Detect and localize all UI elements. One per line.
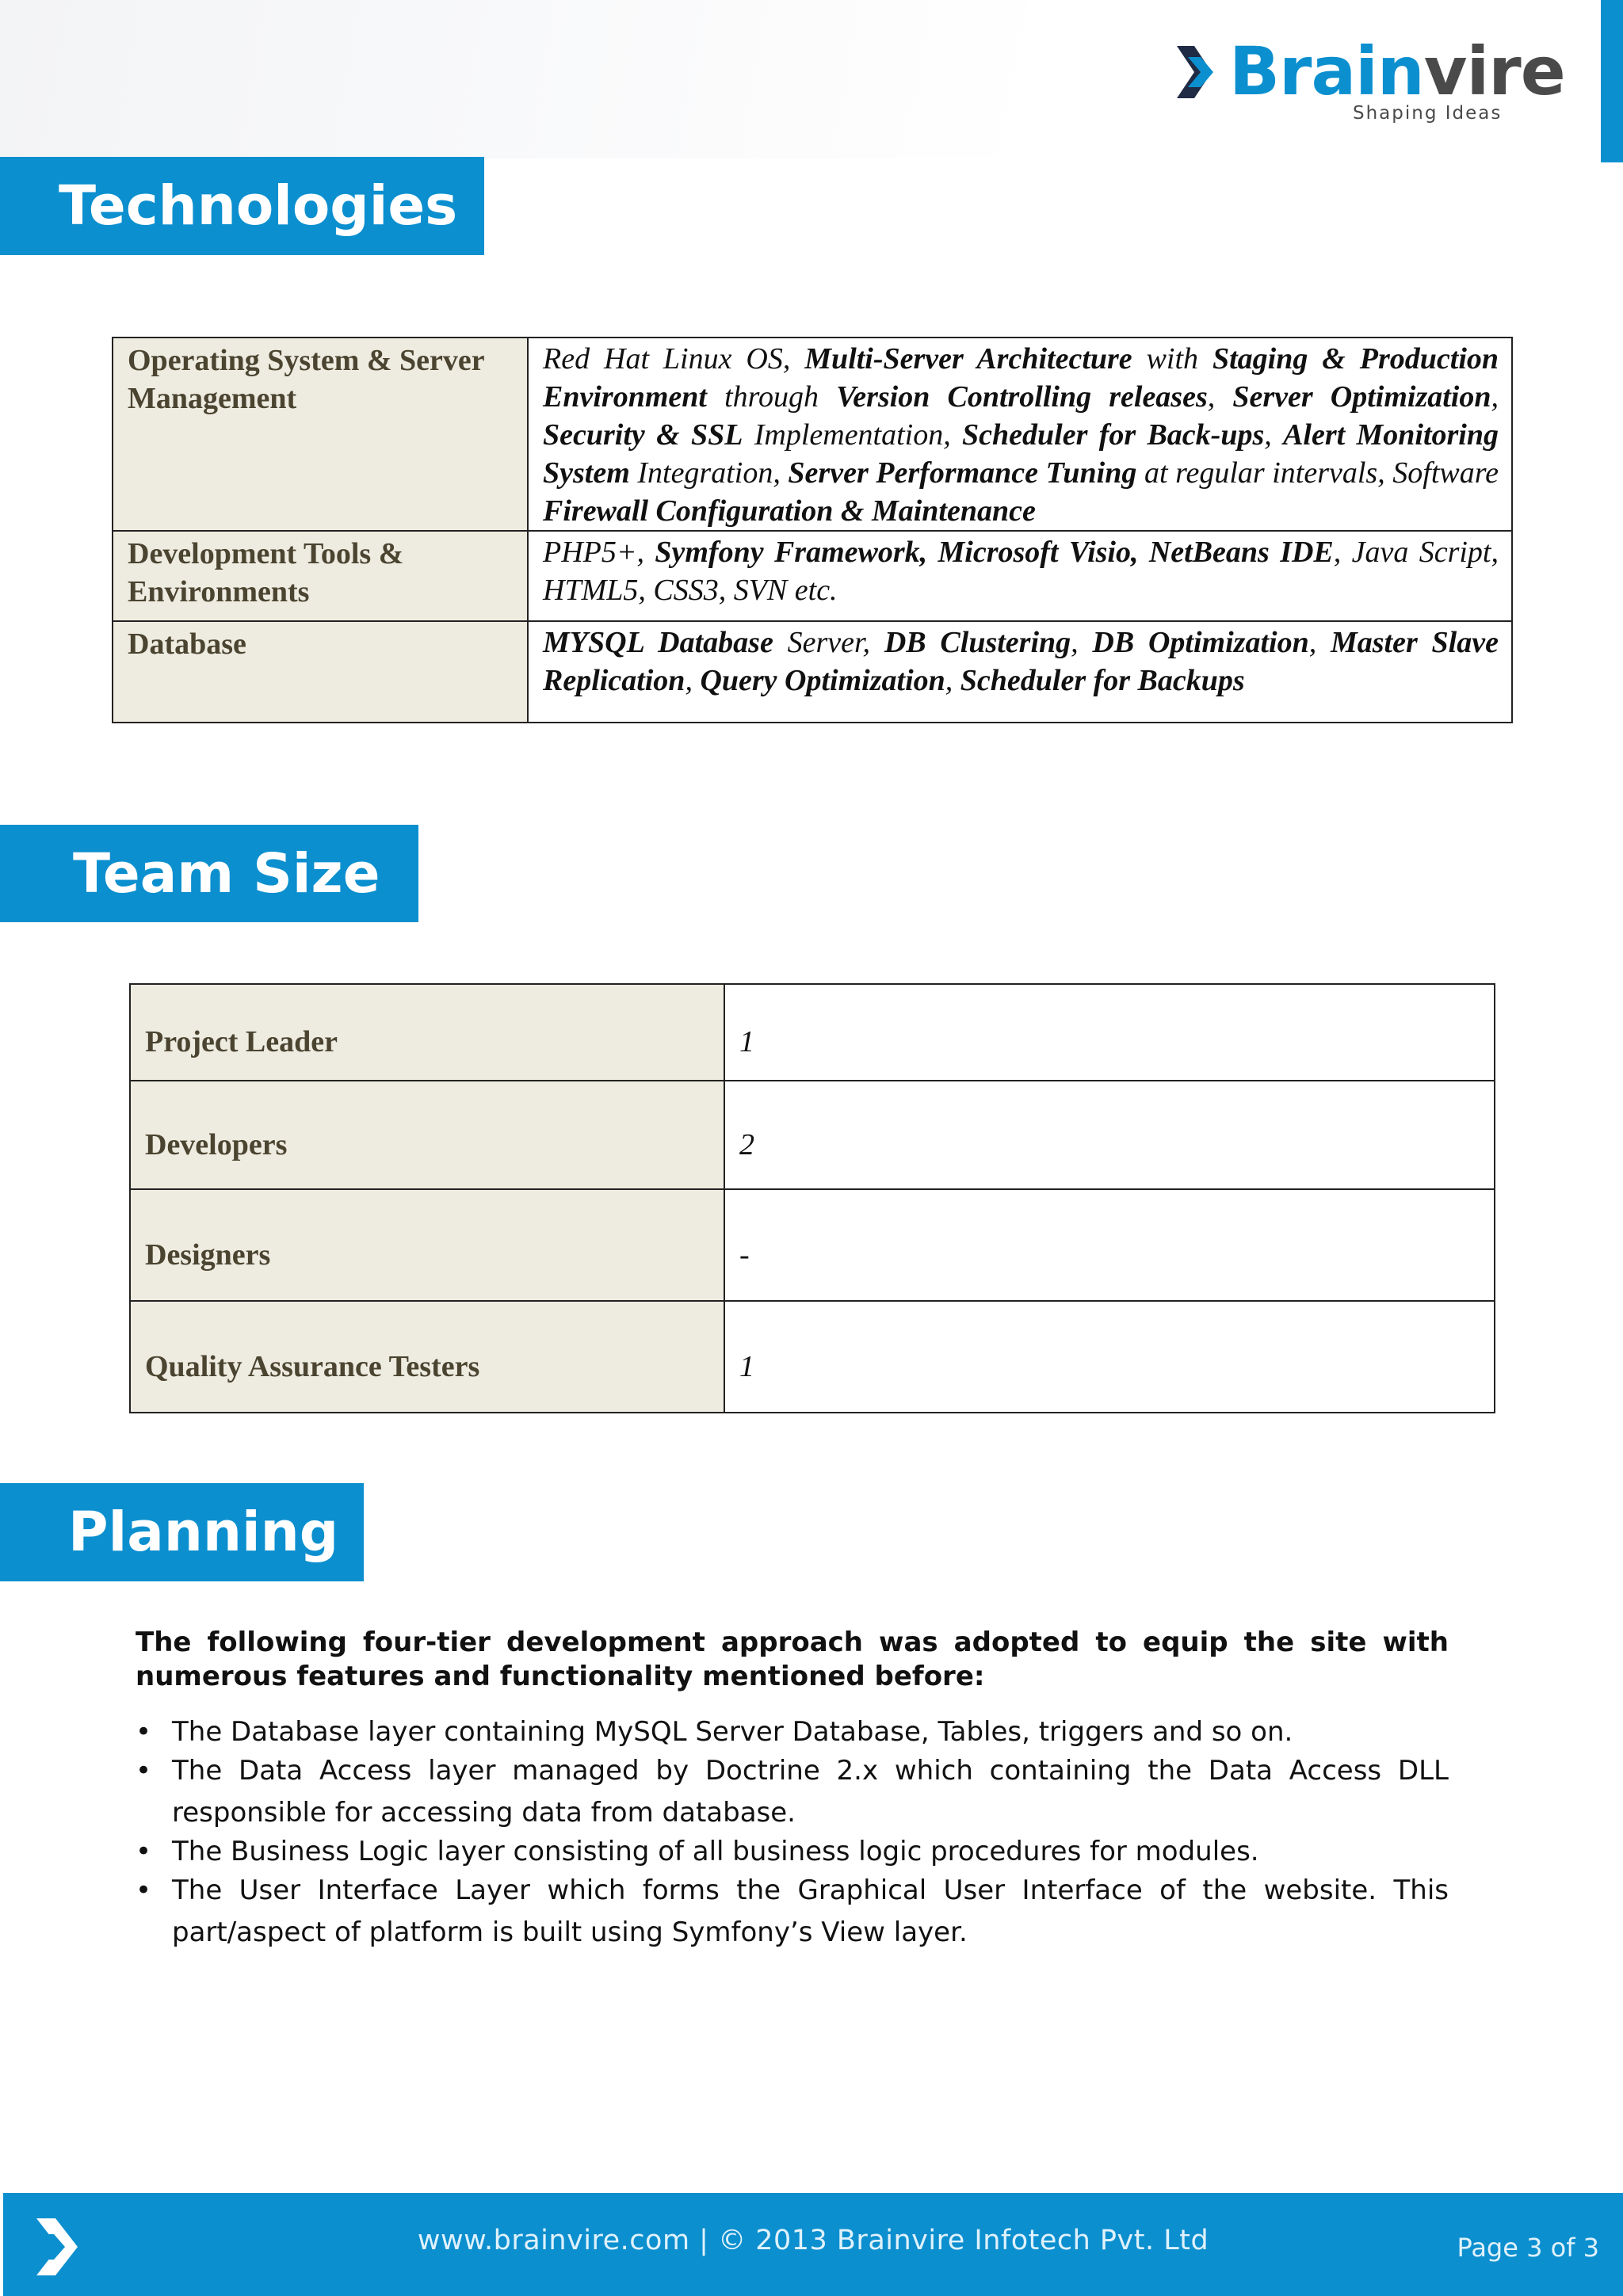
list-item: • The Database layer containing MySQL Server Database, Tables, triggers and so on.: [136, 1711, 1449, 1753]
footer-copyright: www.brainvire.com | © 2013 Brainvire Infotech Pvt. Ltd: [417, 2225, 1209, 2256]
team-role: Quality Assurance Testers: [130, 1301, 724, 1413]
text-segment: ,: [685, 664, 701, 697]
text-segment: ,: [1491, 380, 1499, 414]
emphasized-text: DB Optimization: [1092, 626, 1309, 659]
section-heading-technologies: Technologies: [0, 157, 484, 255]
logo-tagline: Shaping Ideas: [1353, 103, 1503, 124]
table-row: [130, 1301, 1495, 1413]
table-row: [113, 621, 1512, 723]
tech-value: [528, 621, 1512, 723]
text-segment: Red Hat Linux OS,: [543, 342, 805, 376]
text-segment: PHP5+,: [543, 536, 655, 569]
list-item: • The Business Logic layer consisting of all business logic procedures for modules.: [136, 1831, 1449, 1873]
logo-wordmark: Brainvire: [1229, 32, 1565, 110]
emphasized-text: Scheduler for Back-ups: [962, 418, 1265, 452]
section-heading-team-size: Team Size: [0, 825, 418, 922]
table-row: [130, 1081, 1495, 1189]
emphasized-text: MYSQL Database: [543, 626, 773, 659]
emphasized-text: Server Optimization: [1232, 380, 1491, 414]
brainvire-logo-mark-icon: [1177, 46, 1218, 98]
team-role: Designers: [130, 1189, 724, 1301]
team-count: -: [724, 1189, 1495, 1301]
brainvire-logo: [1177, 32, 1565, 129]
emphasized-text: Version Controlling releases: [836, 380, 1208, 414]
table-row: [113, 338, 1512, 531]
team-role: Project Leader: [130, 984, 724, 1081]
emphasized-text: DB Clustering: [884, 626, 1071, 659]
text-segment: ,: [1071, 626, 1093, 659]
text-segment: Implementation,: [743, 418, 963, 452]
planning-intro: The following four-tier development approach was adopted to equip the site with numerous features and functionality mentioned before:: [136, 1627, 1449, 1692]
text-segment: , Java Script, HTML5, CSS3, SVN etc.: [543, 536, 1499, 607]
technologies-table: [112, 337, 1513, 723]
emphasized-text: Firewall Configuration & Maintenance: [543, 494, 1036, 528]
text-segment: Integration,: [629, 456, 789, 490]
emphasized-text: Symfony Framework, Microsoft Visio, NetBeans IDE: [655, 536, 1334, 569]
emphasized-text: Scheduler for Backups: [960, 664, 1245, 697]
team-count: 2: [724, 1081, 1495, 1189]
tech-label: Development Tools & Environments: [113, 531, 528, 621]
team-size-table: [129, 983, 1495, 1413]
header-background: [0, 0, 1030, 158]
table-row: [130, 1189, 1495, 1301]
emphasized-text: Multi-Server Architecture: [804, 342, 1132, 376]
text-segment: ,: [1207, 380, 1233, 414]
emphasized-text: Server Performance Tuning: [788, 456, 1137, 490]
tech-value: [528, 338, 1512, 531]
emphasized-text: Query Optimization: [700, 664, 945, 697]
header-accent-bar: [1601, 0, 1623, 162]
team-count: 1: [724, 1301, 1495, 1413]
planning-content: [136, 1626, 1449, 1951]
text-segment: with: [1132, 342, 1212, 376]
tech-label: Operating System & Server Management: [113, 338, 528, 531]
text-segment: at regular intervals, Software: [1136, 456, 1499, 490]
text-segment: ,: [1308, 626, 1331, 659]
section-heading-planning: Planning: [0, 1483, 364, 1581]
text-segment: Server,: [773, 626, 884, 659]
text-segment: ,: [945, 664, 960, 697]
page-number: Page 3 of 3: [1457, 2233, 1599, 2263]
table-row: [113, 531, 1512, 621]
emphasized-text: Alert Monitoring System: [543, 418, 1499, 490]
emphasized-text: Security & SSL: [543, 418, 743, 452]
tech-label: Database: [113, 621, 528, 723]
emphasized-text: Staging & Production Environment: [543, 342, 1499, 414]
footer: [3, 2193, 1623, 2296]
team-count: 1: [724, 984, 1495, 1081]
planning-list: [136, 1711, 1449, 1954]
text-segment: through: [706, 380, 837, 414]
table-row: [130, 984, 1495, 1081]
list-item: • The Data Access layer managed by Doctrine 2.x which containing the Data Access DLL responsible for accessing data from database.: [136, 1750, 1449, 1834]
list-item: • The User Interface Layer which forms the Graphical User Interface of the website. This part/aspect of platform is built using Symfony’s View layer.: [136, 1870, 1449, 1954]
tech-value: [528, 531, 1512, 621]
emphasized-text: Master Slave Replication: [543, 626, 1499, 697]
team-role: Developers: [130, 1081, 724, 1189]
text-segment: ,: [1264, 418, 1284, 452]
